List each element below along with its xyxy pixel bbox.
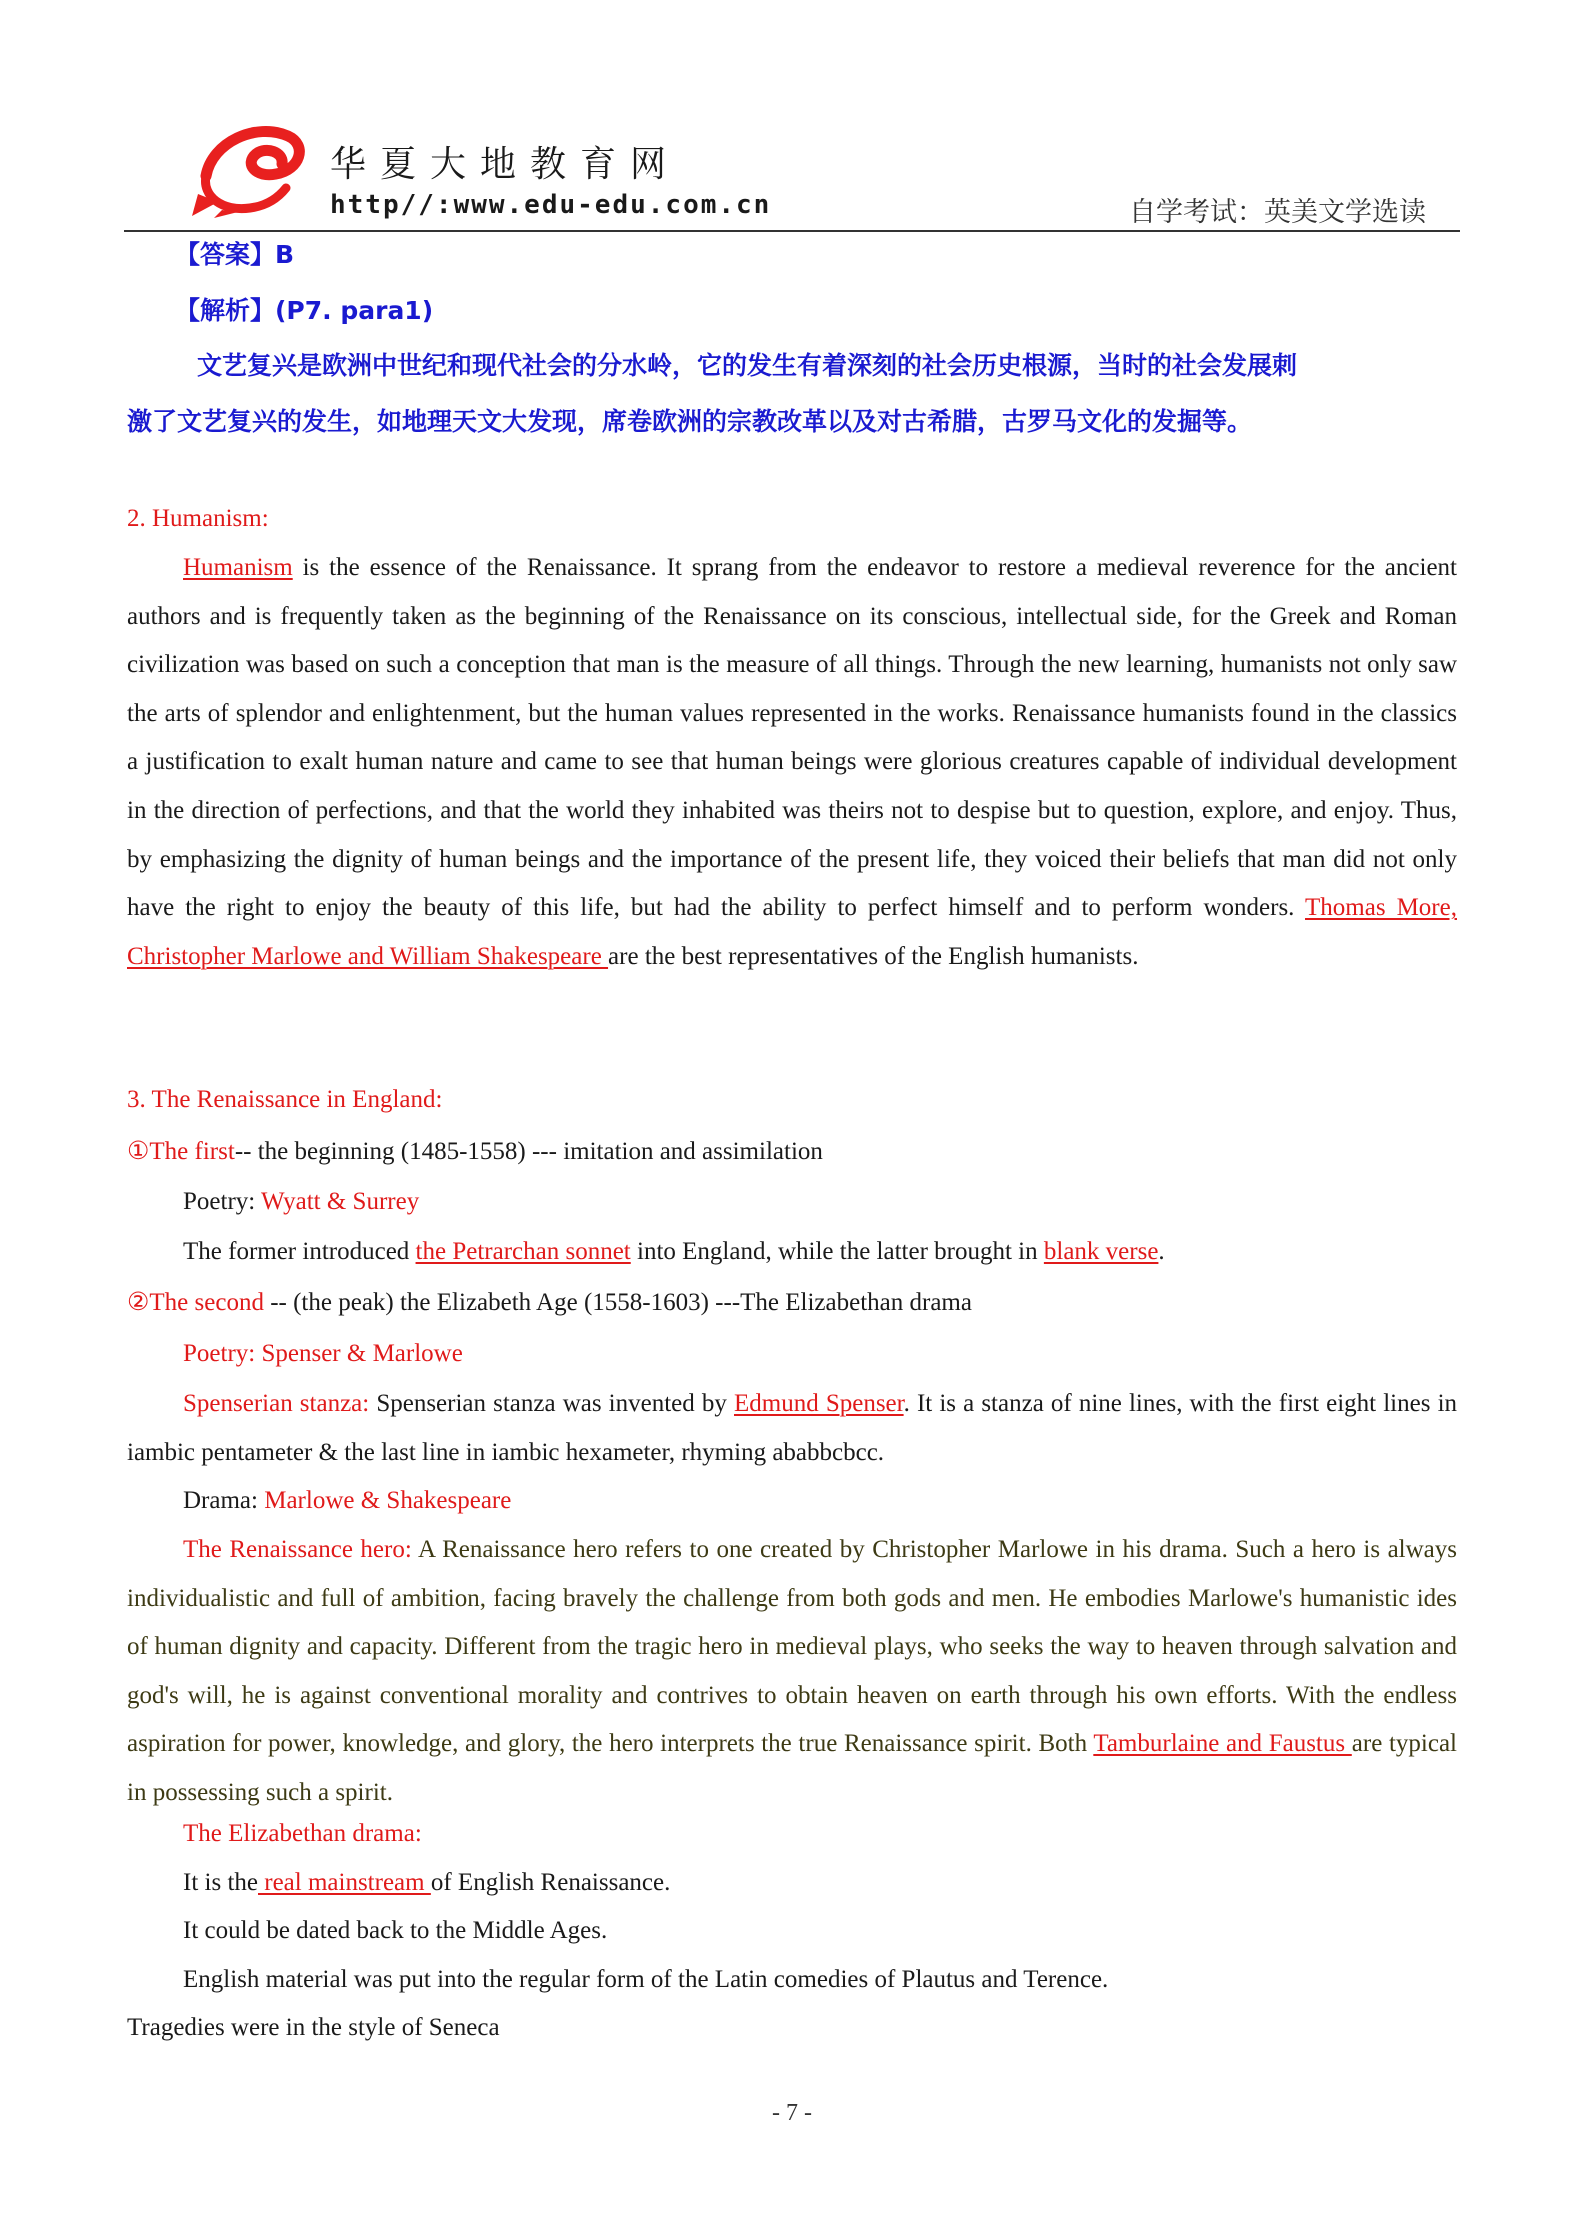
first-period-text: -- the beginning (1485-1558) --- imitation and assimilation bbox=[234, 1138, 823, 1165]
answer-label: 【答案】B bbox=[175, 240, 295, 269]
analysis-label: 【解析】(P7. para1) bbox=[175, 296, 434, 325]
former-text-b: into England, while the latter brought in bbox=[630, 1238, 1044, 1265]
humanism-term: Humanism bbox=[183, 554, 293, 581]
mainstream-line bbox=[183, 1866, 670, 1900]
petrarchan-sonnet-term: the Petrarchan sonnet bbox=[415, 1238, 631, 1265]
explanation-line-1: 文艺复兴是欧洲中世纪和现代社会的分水岭，它的发生有着深刻的社会历史根源，当时的社会发展刺 bbox=[197, 351, 1298, 380]
elizabethan-drama-heading: The Elizabethan drama: bbox=[183, 1820, 422, 1847]
section-heading-humanism: 2. Humanism: bbox=[127, 505, 269, 532]
mainstream-text-a: It is the bbox=[183, 1869, 258, 1896]
mainstream-text-b: of English Renaissance. bbox=[430, 1869, 671, 1896]
poetry-first-names: Wyatt & Surrey bbox=[261, 1188, 420, 1215]
first-period-label: ①The first bbox=[127, 1138, 235, 1165]
tamburlaine-faustus-term: Tamburlaine and Faustus bbox=[1093, 1730, 1352, 1758]
header-divider bbox=[124, 230, 1460, 232]
humanism-representatives: Thomas More, Christopher Marlowe and William Shakespeare bbox=[127, 894, 1457, 970]
poetry-first-label: Poetry: bbox=[183, 1188, 262, 1215]
drama-line bbox=[183, 1484, 511, 1518]
spenserian-stanza-label: Spenserian stanza: bbox=[183, 1390, 377, 1417]
course-title: 自学考试：英美文学选读 bbox=[1129, 197, 1426, 228]
edmund-spenser-term: Edmund Spenser bbox=[734, 1390, 904, 1417]
drama-label: Drama: bbox=[183, 1487, 265, 1514]
humanism-paragraph bbox=[127, 544, 1457, 981]
logo-icon bbox=[192, 112, 314, 218]
renaissance-hero-paragraph bbox=[127, 1526, 1457, 1818]
spenserian-text-a: Spenserian stanza was invented by bbox=[376, 1390, 734, 1417]
renaissance-hero-text-end: are typical in possessing such a spirit. bbox=[127, 1730, 1457, 1806]
former-text-a: The former introduced bbox=[183, 1238, 416, 1265]
second-period-label: ②The second bbox=[127, 1289, 264, 1316]
spenserian-stanza-paragraph bbox=[127, 1380, 1457, 1477]
section-heading-england: 3. The Renaissance in England: bbox=[127, 1086, 443, 1113]
tragedies-line: Tragedies were in the style of Seneca bbox=[127, 2014, 500, 2041]
poetry-first bbox=[183, 1185, 419, 1219]
humanism-body-end: are the best representatives of the English humanists. bbox=[608, 942, 1139, 970]
first-period bbox=[127, 1135, 823, 1169]
former-text-c: . bbox=[1158, 1238, 1165, 1265]
renaissance-hero-label: The Renaissance hero: bbox=[183, 1536, 418, 1563]
second-period-text: -- (the peak) the Elizabeth Age (1558-1603) ---The Elizabethan drama bbox=[263, 1289, 972, 1316]
brand-name: 华夏大地教育网 bbox=[330, 144, 681, 185]
explanation-line-2: 激了文艺复兴的发生，如地理天文大发现，席卷欧洲的宗教改革以及对古希腊，古罗马文化的发掘等。 bbox=[127, 407, 1253, 436]
site-url[interactable]: http//:www.edu-edu.com.cn bbox=[330, 190, 772, 220]
real-mainstream-term: real mainstream bbox=[258, 1869, 431, 1896]
spenserian-text-b: . It is a stanza of nine lines, with the first eight lines in iambic pentameter & the last line in iambic hexameter, rhyming ababbcbcc. bbox=[127, 1390, 1458, 1466]
former-latter-line bbox=[183, 1235, 1165, 1269]
renaissance-hero-text: A Renaissance hero refers to one created by Christopher Marlowe in his drama. Such a hero is always individualistic and full of ambition, facing bravely the challenge from both gods and men. He embodies Marlowe's humanistic ides of human dignity and capacity. Different from the tragic hero in medieval plays, who seeks the way to heaven through salvation and god's will, he is against conventional morality and contrives to obtain heaven on earth through his own efforts. With the endless aspiration for power, knowledge, and glory, the hero interprets the true Renaissance spirit. Both bbox=[127, 1536, 1457, 1758]
english-material-line: English material was put into the regular form of the Latin comedies of Plautus and Terence. bbox=[183, 1966, 1109, 1993]
page-number: - 7 - bbox=[772, 2100, 812, 2126]
blank-verse-term: blank verse bbox=[1043, 1238, 1159, 1265]
second-period bbox=[127, 1286, 972, 1320]
drama-names: Marlowe & Shakespeare bbox=[264, 1487, 512, 1514]
humanism-body: is the essence of the Renaissance. It sprang from the endeavor to restore a medieval reverence for the ancient authors and is frequently taken as the beginning of the Renaissance on its conscious, intellectual side, for the Greek and Roman civilization was based on such a conception that man is the measure of all things. Through the new learning, humanists not only saw the arts of splendor and enlightenment, but the human values represented in the works. Renaissance humanists found in the classics a justification to exalt human nature and came to see that human beings were glorious creatures capable of individual development in the direction of perfections, and that the world they inhabited was theirs not to despise but to question, explore, and enjoy. Thus, by emphasizing the dignity of human beings and the importance of the present life, they voiced their beliefs that man did not only have the right to enjoy the beauty of this life, but had the ability to perfect himself and to perform wonders. bbox=[127, 554, 1457, 922]
middle-ages-line: It could be dated back to the Middle Ages. bbox=[183, 1917, 608, 1944]
poetry-second: Poetry: Spenser & Marlowe bbox=[183, 1340, 463, 1367]
